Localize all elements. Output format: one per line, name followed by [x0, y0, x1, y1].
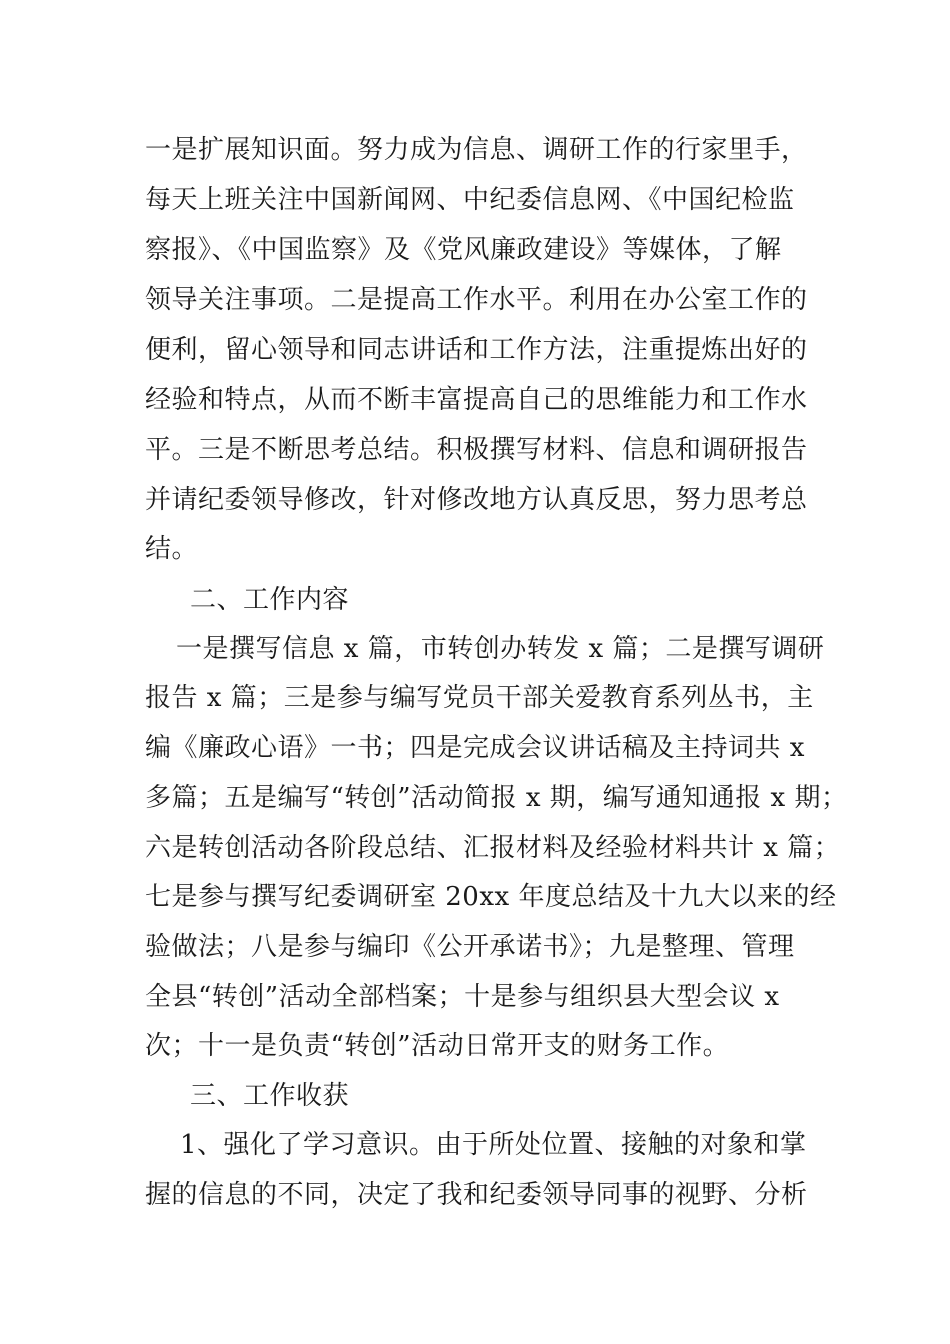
paragraph-line: 结。	[145, 534, 199, 564]
paragraph-line: 六是转创活动各阶段总结、汇报材料及经验材料共计 x 篇；	[145, 833, 841, 863]
paragraph-line: 验做法；八是参与编印《公开承诺书》；九是整理、管理	[145, 932, 795, 962]
paragraph-line: 便利，留心领导和同志讲话和工作方法，注重提炼出好的	[145, 335, 808, 365]
paragraph-line: 次；十一是负责“转创”活动日常开支的财务工作。	[145, 1031, 730, 1061]
paragraph-line: 一是扩展知识面。努力成为信息、调研工作的行家里手，	[145, 135, 808, 165]
section-heading: 三、工作收获	[190, 1081, 350, 1111]
paragraph-line: 每天上班关注中国新闻网、中纪委信息网、《中国纪检监	[145, 185, 795, 215]
paragraph-line: 编《廉政心语》一书；四是完成会议讲话稿及主持词共 x	[145, 733, 805, 763]
paragraph-line: 报告 x 篇；三是参与编写党员干部关爱教育系列丛书，主	[145, 683, 814, 713]
paragraph-line: 平。三是不断思考总结。积极撰写材料、信息和调研报告	[145, 435, 808, 465]
paragraph-line: 并请纪委领导修改，针对修改地方认真反思，努力思考总	[145, 485, 808, 515]
paragraph-line: 七是参与撰写纪委调研室 20xx 年度总结及十九大以来的经	[145, 882, 837, 912]
paragraph-line: 多篇；五是编写“转创”活动简报 x 期，编写通知通报 x 期；	[145, 783, 848, 813]
paragraph-line: 全县“转创”活动全部档案；十是参与组织县大型会议 x	[145, 982, 780, 1012]
paragraph-line: 领导关注事项。二是提高工作水平。利用在办公室工作的	[145, 285, 808, 315]
paragraph-line: 握的信息的不同，决定了我和纪委领导同事的视野、分析	[145, 1180, 808, 1210]
paragraph-line: 一是撰写信息 x 篇，市转创办转发 x 篇；二是撰写调研	[176, 634, 825, 664]
section-heading: 二、工作内容	[190, 585, 350, 615]
paragraph-line: 察报》、《中国监察》及《党风廉政建设》等媒体，了解	[145, 235, 782, 265]
paragraph-line: 经验和特点，从而不断丰富提高自己的思维能力和工作水	[145, 385, 808, 415]
paragraph-line: 1、强化了学习意识。由于所处位置、接触的对象和掌	[180, 1130, 807, 1160]
